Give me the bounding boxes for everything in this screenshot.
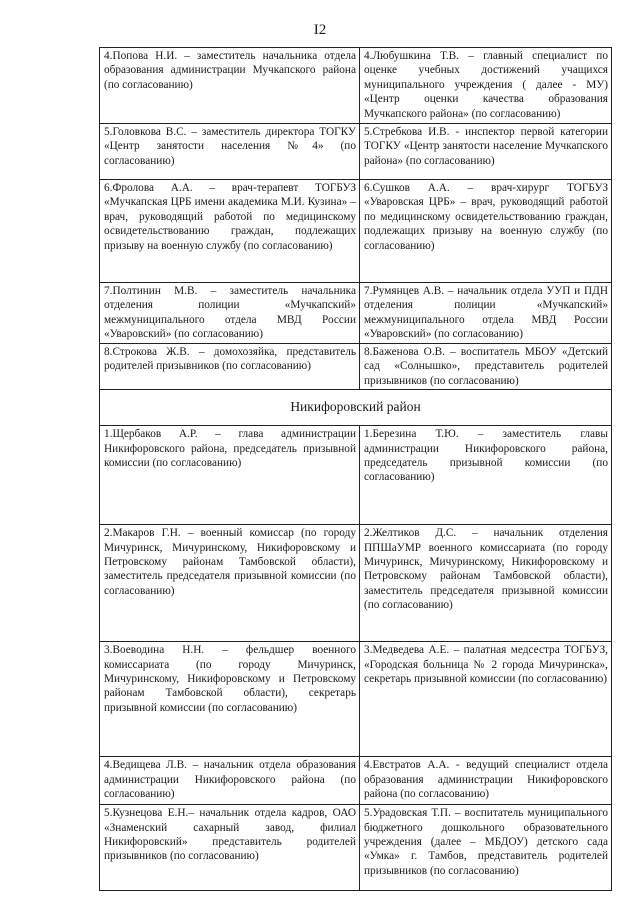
page-number: I2 [313,22,327,38]
table-row [100,757,612,805]
deputy-cell: 5.Урадовская Т.П. – воспитатель муниципального бюджетного дошкольного образовательного учреждения (далее – МБДОУ) детского сада «Умка» г. Тамбов, представитель родителей призывников (по согласованию) [360,805,612,891]
deputy-cell: 4.Евстратов А.А. - ведущий специалист отдела образования администрации Никифоровского района (по согласованию) [360,757,612,805]
member-cell: 3.Воеводина Н.Н. – фельдшер военного комиссариата (по городу Мичуринск, Мичуринскому, Никифоровскому и Петровскому районам Тамбовской области), секретарь призывной комиссии (по согласованию) [100,642,360,757]
deputy-cell: 3.Медведева А.Е. – палатная медсестра ТОГБУЗ, «Городская больница № 2 города Мичуринска», секретарь призывной комиссии (по согласованию) [360,642,612,757]
table-row [100,805,612,891]
section-row [100,390,612,426]
table-row [100,180,612,283]
member-cell: 7.Полтинин М.В. – заместитель начальника отделения полиции «Мучкапский» межмуниципального отдела МВД России «Уваровский» (по согласованию) [100,283,360,344]
table-row [100,283,612,344]
table-row [100,642,612,757]
deputy-cell: 7.Румянцев А.В. – начальник отдела УУП и ПДН отделения полиции «Мучкапский» межмуниципального отдела МВД России «Уваровский» (по согласованию) [360,283,612,344]
deputy-cell: 5.Стребкова И.В. - инспектор первой категории ТОГКУ «Центр занятости население Мучкапского района» (по согласованию) [360,124,612,180]
deputy-cell: 2.Желтиков Д.С. – начальник отделения ППШаУМР военного комиссариата (по городу Мичуринск, Мичуринскому, Никифоровскому и Петровскому районам Тамбовской области), заместитель председателя призывной комиссии (по согласованию) [360,525,612,642]
table-row [100,124,612,180]
deputy-cell: 4.Любушкина Т.В. – главный специалист по оценке учебных достижений учащихся муниципального учреждения ( далее - МУ) «Центр оценки качества образования Мучкапского района» (по согласованию) [360,48,612,124]
member-cell: 4.Попова Н.И. – заместитель начальника отдела образования администрации Мучкапского района (по согласованию) [100,48,360,124]
deputy-cell: 8.Баженова О.В. – воспитатель МБОУ «Детский сад «Солнышко», представитель родителей призывников (по согласованию) [360,344,612,390]
deputy-cell: 1.Березина Т.Ю. – заместитель главы администрации Никифоровского района, председатель призывной комиссии (по согласованию) [360,426,612,525]
deputy-cell: 6.Сушков А.А. – врач-хирург ТОГБУЗ «Уваровская ЦРБ» – врач, руководящий работой по медицинскому освидетельствованию граждан, подлежащих призыву на военную службу (по согласованию) [360,180,612,283]
table-row [100,344,612,390]
table-row [100,48,612,124]
commission-table [99,47,612,891]
member-cell: 5.Головкова В.С. – заместитель директора ТОГКУ «Центр занятости населения №4» (по согласованию) [100,124,360,180]
member-cell: 5.Кузнецова Е.Н.– начальник отдела кадров, ОАО «Знаменский сахарный завод, филиал Никифоровский» представитель родителей призывников (по согласованию) [100,805,360,891]
table-row [100,426,612,525]
member-cell: 6.Фролова А.А. – врач-терапевт ТОГБУЗ «Мучкапская ЦРБ имени академика М.И. Кузина» – врач, руководящий работой по медицинскому освидетельствованию граждан, подлежащих призыву на военную службу (по согласованию) [100,180,360,283]
member-cell: 8.Строкова Ж.В. – домохозяйка, представитель родителей призывников (по согласованию) [100,344,360,390]
table-row [100,525,612,642]
member-cell: 4.Ведищева Л.В. – начальник отдела образования администрации Никифоровского района (по согласованию) [100,757,360,805]
member-cell: 1.Щербаков А.Р. – глава администрации Никифоровского района, председатель призывной комиссии (по согласованию) [100,426,360,525]
member-cell: 2.Макаров Г.Н. – военный комиссар (по городу Мичуринск, Мичуринскому, Никифоровскому и Петровскому районам Тамбовской области), заместитель председателя призывной комиссии (по согласованию) [100,525,360,642]
section-title: Никифоровский район [100,390,612,426]
